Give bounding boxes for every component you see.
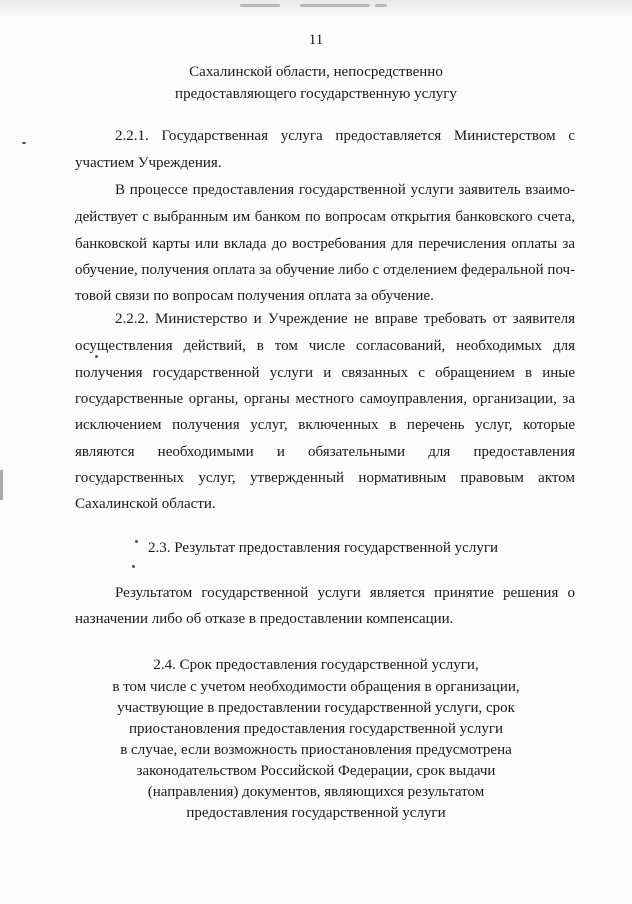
heading-top-line: Сахалинской области, непосредственно bbox=[189, 64, 443, 80]
paragraph-line: 2.2.2. Министерство и Учреждение не вправе требовать от заявителя bbox=[115, 311, 575, 327]
scan-speck bbox=[300, 4, 370, 7]
paragraph-line: являются необходимыми и обязательными для предоставления bbox=[75, 444, 575, 460]
paragraph-line: Сахалинской области. bbox=[75, 496, 216, 512]
paragraph-line: осуществления действий, в том числе согласований, необходимых для bbox=[75, 338, 575, 354]
paragraph-line: действует с выбранным им банком по вопросам открытия банковского счета, bbox=[75, 209, 575, 225]
paragraph-line: исключением получения услуг, включенных в перечень услуг, которые bbox=[75, 417, 575, 433]
section-heading-line: законодательством Российской Федерации, срок выдачи bbox=[136, 763, 496, 779]
scan-speck bbox=[22, 142, 26, 144]
paragraph-line: банковской карты или вклада до востребования для перечисления оплаты за bbox=[75, 236, 575, 252]
section-heading-line: предоставления государственной услуги bbox=[186, 805, 446, 821]
paragraph-line: государственных услуг, утвержденный нормативным правовым актом bbox=[75, 470, 575, 486]
section-heading: 2.3. Результат предоставления государственной услуги bbox=[148, 540, 499, 556]
scan-speck bbox=[135, 540, 138, 543]
paragraph-line: получения государственной услуги и связанных с обращением в иные bbox=[75, 365, 575, 381]
section-heading-line: (направления) документов, являющихся результатом bbox=[147, 784, 485, 800]
paragraph-line: В процессе предоставления государственной услуги заявитель взаимо- bbox=[115, 182, 575, 198]
paragraph-line: товой связи по вопросам получения оплата за обучение. bbox=[75, 288, 434, 304]
section-heading-line: участвующие в предоставлении государственной услуги, срок bbox=[117, 700, 515, 716]
paragraph-line: назначении либо об отказе в предоставлении компенсации. bbox=[75, 611, 454, 627]
paragraph-line: Результатом государственной услуги является принятие решения о bbox=[115, 585, 575, 601]
section-heading-line: приостановления предоставления государственной услуги bbox=[129, 721, 503, 737]
paragraph-line: обучение, получения оплата за обучение либо с отделением федеральной поч- bbox=[75, 262, 576, 278]
scan-speck bbox=[375, 4, 387, 7]
heading-top-line: предоставляющего государственную услугу bbox=[175, 86, 457, 102]
section-heading-line: в том числе с учетом необходимости обращения в организации, bbox=[112, 679, 520, 695]
scan-speck bbox=[240, 4, 280, 7]
scan-artifact-top bbox=[0, 0, 632, 18]
paragraph-line: участием Учреждения. bbox=[75, 155, 222, 171]
section-heading-line: в случае, если возможность приостановления предусмотрена bbox=[120, 742, 512, 758]
scan-speck bbox=[132, 565, 135, 568]
paragraph-line: 2.2.1. Государственная услуга предоставляется Министерством с bbox=[115, 128, 575, 144]
section-heading-line: 2.4. Срок предоставления государственной услуги, bbox=[153, 657, 479, 673]
scan-edge-mark bbox=[0, 470, 3, 500]
page-number: 11 bbox=[308, 32, 324, 48]
paragraph-line: государственные органы, органы местного самоуправления, организации, за bbox=[75, 391, 575, 407]
